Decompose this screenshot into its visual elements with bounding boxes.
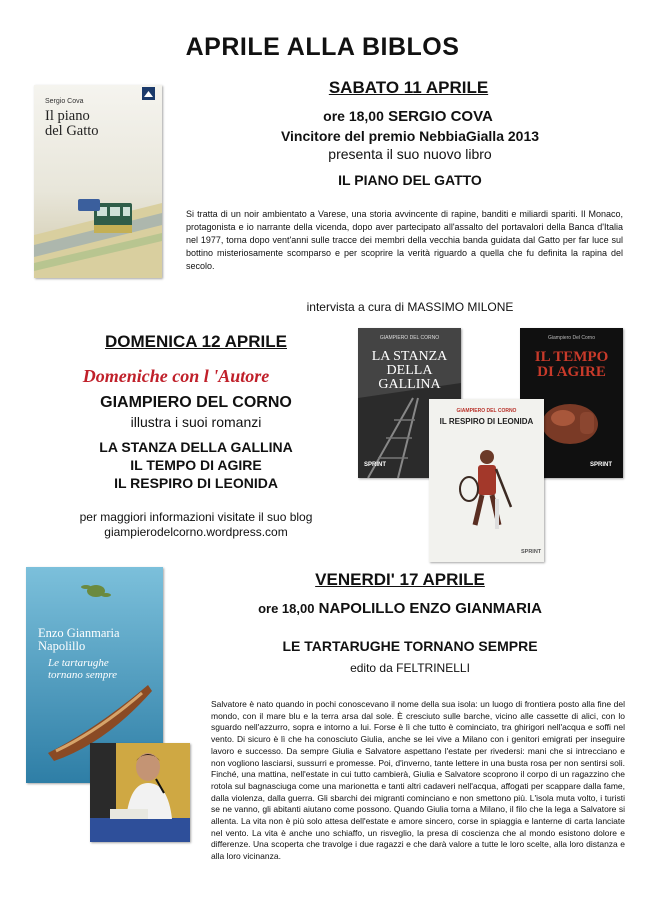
cover-title: LA STANZA DELLA GALLINA bbox=[371, 349, 448, 392]
cover-author: GIAMPIERO DEL CORNO bbox=[456, 408, 517, 414]
publisher: FELTRINELLI bbox=[396, 661, 470, 675]
event3-time: ore 18,00 bbox=[258, 601, 315, 616]
event3-book-title: LE TARTARUGHE TORNANO SEMPRE bbox=[282, 638, 538, 654]
event3-time-author bbox=[200, 600, 600, 617]
event1-description: Si tratta di un noir ambientato a Varese, una storia avvincente di rapine, banditi e miliardi spariti. Il Monaco, protagonista e io narrante della vicenda, dopo aver partecipato all'assalto del portavalori della Banca d'Italia nel 1977, torna dopo vent'anni sulle tracce dei membri della vecchia banda guidata dal Gatto per far luce sul bottino misteriosamente scomparso e per scoprire la verità riguardo a quella che fu definita la rapina del secolo. bbox=[186, 209, 623, 271]
event2-subtitle: illustra i suoi romanzi bbox=[130, 414, 262, 430]
event2-series: Domeniche con l 'Autore bbox=[82, 366, 270, 386]
cover-author: Enzo Gianmaria Napolillo bbox=[38, 626, 120, 653]
cover-author: GIAMPIERO DEL CORNO bbox=[379, 335, 440, 341]
cover-publisher: SPRINT bbox=[364, 462, 387, 468]
cover-title: Le tartarughe tornano sempre bbox=[48, 657, 117, 681]
interviewer: MASSIMO MILONE bbox=[407, 300, 514, 314]
book-item: LA STANZA DELLA GALLINA bbox=[99, 439, 293, 455]
blog-link[interactable]: giampierodelcorno.wordpress.com bbox=[104, 525, 288, 539]
cover-publisher: SPRINT bbox=[521, 549, 542, 555]
photo-illustration bbox=[90, 743, 190, 842]
event1-date: SABATO 11 APRILE bbox=[328, 78, 489, 97]
cover-title: Il piano del Gatto bbox=[45, 108, 99, 139]
event2-author: GIAMPIERO DEL CORNO bbox=[100, 394, 292, 411]
event1-time-author bbox=[248, 108, 568, 125]
interview-prefix: intervista a cura di bbox=[306, 300, 405, 314]
event2-book-list bbox=[26, 438, 366, 492]
book-cover-il-respiro-di-leonida bbox=[429, 399, 544, 562]
cover-publisher: SPRINT bbox=[590, 462, 613, 468]
book-cover-il-piano-del-gatto bbox=[34, 85, 162, 278]
event3-author: NAPOLILLO ENZO GIANMARIA bbox=[318, 600, 542, 617]
page-title: APRILE ALLA BIBLOS bbox=[185, 33, 460, 61]
event1-interview bbox=[270, 300, 550, 314]
event1-author: SERGIO COVA bbox=[388, 108, 493, 125]
cover-author: Sergio Cova bbox=[45, 98, 84, 105]
event1-time: ore 18,00 bbox=[323, 108, 384, 124]
event1-presents: presenta il suo nuovo libro bbox=[328, 146, 492, 162]
event2-date: DOMENICA 12 APRILE bbox=[105, 332, 287, 351]
event3-description: Salvatore è nato quando in pochi conoscevano il nome della sua isola: un luogo di frontiera posto alla fine del mondo, con il mare blu e la terra arsa dal sole. È cresciuto sulle barche, vicino alle cassette di alici, con lo sguardo nell'azzurro, sopra e intorno a lui. Forse è lì che tutto è cominciato, tra ghirigori nell'acqua e soffi nel vento. Di sicuro è lì che ha conosciuto Giulia, anche se lei vive a Milano con i genitori emigrati per inseguire lavoro e successo. Da sempre Giulia e Salvatore aspettano l'estate per rivedersi: mani che si intrecciano e non vogliono lasciarsi, sussurri e promesse. Poi, d'inverno, tante lettere in una busta rosa per non sentirsi soli. Finché, una mattina, nell'estate in cui tutto cambierà, Giulia e Salvatore scoprono il corpo di un ragazzino che rotola sul bagnasciuga come una marionetta e tanti altri cadaveri nell'acqua, affogati per scappare dalla fame, dalla violenza, dalla guerra. Gli sbarchi dei migranti cominciano e non smettono più. L'isola muta volto, i turisti se ne vanno, gli abitanti aiutano come possono. Quando Giulia torna a Milano, il filo che la lega a Salvatore si allenta. La vita non è più solo attesa dell'estate e amore sincero, corse in spiaggia e lanterne di carta lanciate nel vento. La vita è anche uno schiaffo, un risveglio, la presa di coscienza che al mondo esistono dolore e differenze. Una scoperta che travolge i due ragazzi e che darà valore a tutte le loro scelte, alla loro distanza e alla loro vicinanza. bbox=[211, 699, 625, 862]
publisher-prefix: edito da bbox=[350, 661, 393, 675]
event3-date: VENERDI' 17 APRILE bbox=[315, 570, 485, 589]
info-line: per maggiori informazioni visitate il suo blog bbox=[79, 510, 313, 524]
cover-author: Giampiero Del Corno bbox=[548, 335, 595, 341]
event1-book-title: IL PIANO DEL GATTO bbox=[338, 172, 482, 188]
cover-title: IL TEMPO DI AGIRE bbox=[534, 349, 609, 380]
book-item: IL TEMPO DI AGIRE bbox=[130, 457, 262, 473]
book-item: IL RESPIRO DI LEONIDA bbox=[114, 475, 278, 491]
author-photo bbox=[90, 743, 190, 842]
event1-award: Vincitore del premio NebbiaGialla 2013 bbox=[280, 128, 540, 144]
event3-publisher-line bbox=[270, 661, 550, 675]
event2-info bbox=[26, 510, 366, 540]
cover-title: IL RESPIRO DI LEONIDA bbox=[439, 417, 534, 426]
